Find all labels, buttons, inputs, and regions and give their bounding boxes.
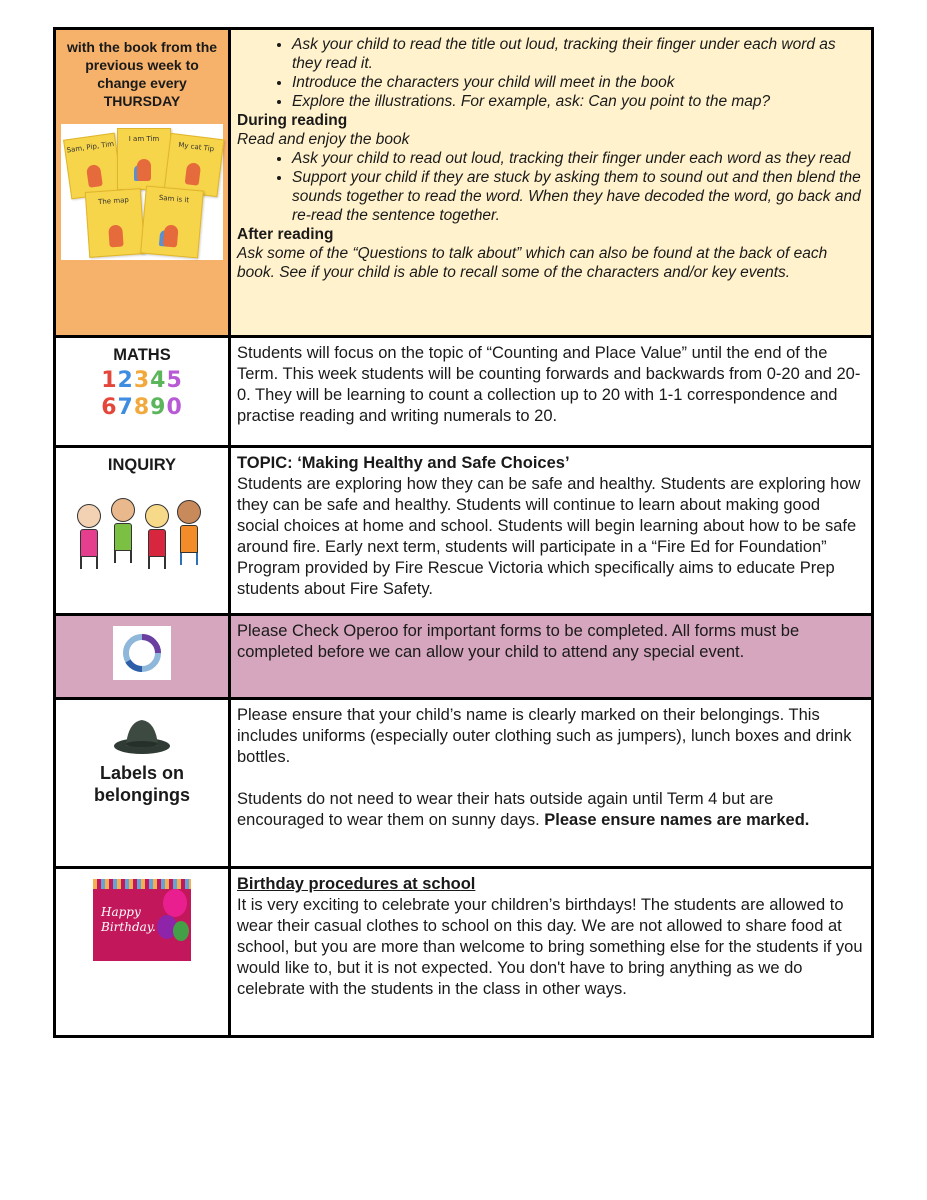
operoo-text: Please Check Operoo for important forms to be completed. All forms must be completed before we can allow your child to attend any special event. bbox=[237, 622, 800, 661]
maths-heading: MATHS bbox=[113, 346, 171, 364]
inquiry-row bbox=[55, 447, 873, 615]
birthday-heading: Birthday procedures at school bbox=[237, 875, 476, 893]
maths-row bbox=[55, 337, 873, 447]
child-figure bbox=[177, 500, 201, 565]
children-illustration bbox=[77, 479, 207, 569]
birthday-text: It is very exciting to celebrate your children’s birthdays! The students are allowed to wear their casual clothes to school on this day. We are not allowed to share food at school, but you are more than welcome to bring something else for the students if you would like to, but it is not expected. You don't have to bring anything as we do celebrate with the students in the class in other ways. bbox=[237, 896, 863, 998]
labels-text-1: Please ensure that your child’s name is clearly marked on their belongings. This includes uniforms (especially outer clothing such as jumpers), lunch boxes and drink bottles. bbox=[237, 706, 852, 766]
bucket-hat-icon bbox=[112, 714, 172, 756]
before-reading-list bbox=[237, 35, 865, 111]
newsletter-table bbox=[53, 27, 874, 1038]
book-cover: The map bbox=[85, 188, 145, 258]
after-reading-text: Ask some of the “Questions to talk about” which can also be found at the back of each book. See if your child is able to recall some of the characters and/or key events. bbox=[237, 245, 828, 281]
book-cover: Sam is it bbox=[140, 186, 204, 259]
book-cover: I am Tim bbox=[117, 128, 171, 190]
labels-emphasis: Please ensure names are marked. bbox=[544, 811, 810, 829]
reading-content-cell bbox=[230, 29, 873, 337]
book-cover: Sam, Pip, Tim bbox=[63, 133, 123, 200]
numbers-row: 67890 bbox=[101, 395, 183, 420]
balloon-icon bbox=[163, 889, 187, 917]
list-item: • Explore the illustrations. For example, ask: Can you point to the map? bbox=[292, 92, 865, 111]
inquiry-topic: TOPIC: ‘Making Healthy and Safe Choices’ bbox=[237, 454, 570, 472]
birthday-side-cell bbox=[55, 868, 230, 1037]
list-item: • Ask your child to read the title out loud, tracking their finger under each word as they read it. bbox=[292, 35, 865, 73]
birthday-row bbox=[55, 868, 873, 1037]
operoo-row bbox=[55, 615, 873, 699]
reading-side-note: with the book from the previous week to change every THURSDAY bbox=[66, 39, 218, 109]
operoo-content-cell bbox=[230, 615, 873, 699]
inquiry-heading: INQUIRY bbox=[107, 456, 177, 474]
birthday-card-image: Happy Birthday. bbox=[93, 879, 191, 961]
list-item: • Support your child if they are stuck by asking them to sound out and then blend the sounds together to read the word. When they have decoded the word, go back and re-read the sentence together. bbox=[292, 168, 865, 225]
operoo-side-cell bbox=[55, 615, 230, 699]
during-reading-heading: During reading bbox=[237, 112, 348, 129]
during-reading-list bbox=[237, 149, 865, 225]
inquiry-content-cell bbox=[230, 447, 873, 615]
birthday-content-cell bbox=[230, 868, 873, 1037]
list-item: • Ask your child to read out loud, tracking their finger under each word as they read bbox=[292, 149, 865, 168]
book-cover: My cat Tip bbox=[164, 133, 225, 197]
reading-side-cell bbox=[55, 29, 230, 337]
labels-text-2: Students do not need to wear their hats outside again until Term 4 but are encouraged to wear them on sunny days. Please ensure names are marked. bbox=[237, 790, 810, 829]
labels-row bbox=[55, 699, 873, 868]
labels-side-cell bbox=[55, 699, 230, 868]
during-reading-intro: Read and enjoy the book bbox=[237, 131, 410, 148]
labels-heading: Labels on belongings bbox=[94, 763, 190, 805]
inquiry-text: Students are exploring how they can be safe and healthy. Students are exploring how they can be safe and healthy. Students will continue to learn about making good social choices at home and school. Students will begin learning about how to be safe around fire. Early next term, students will participate in a “Fire Ed for Foundation” Program provided by Fire Rescue Victoria which specifically aims to educate Prep students about Fire Safety. bbox=[237, 475, 861, 598]
maths-content-cell bbox=[230, 337, 873, 447]
numbers-image bbox=[56, 367, 228, 421]
balloon-icon bbox=[173, 921, 189, 941]
list-item: • Introduce the characters your child will meet in the book bbox=[292, 73, 865, 92]
labels-content-cell bbox=[230, 699, 873, 868]
inquiry-side-cell bbox=[55, 447, 230, 615]
maths-side-cell bbox=[55, 337, 230, 447]
numbers-row: 12345 bbox=[101, 368, 183, 393]
child-figure bbox=[145, 504, 169, 569]
reading-row bbox=[55, 29, 873, 337]
maths-text: Students will focus on the topic of “Counting and Place Value” until the end of the Term. This week students will be counting forwards and backwards from 0-20 and 20-0. They will be learning to count a collection up to 20 with 1-1 correspondence and practise reading and writing numerals to 20. bbox=[237, 344, 861, 425]
child-figure bbox=[111, 498, 135, 563]
book-covers-image bbox=[61, 124, 223, 260]
operoo-logo-icon bbox=[122, 633, 162, 673]
operoo-logo bbox=[113, 626, 171, 680]
child-figure bbox=[77, 504, 101, 569]
after-reading-heading: After reading bbox=[237, 226, 334, 243]
